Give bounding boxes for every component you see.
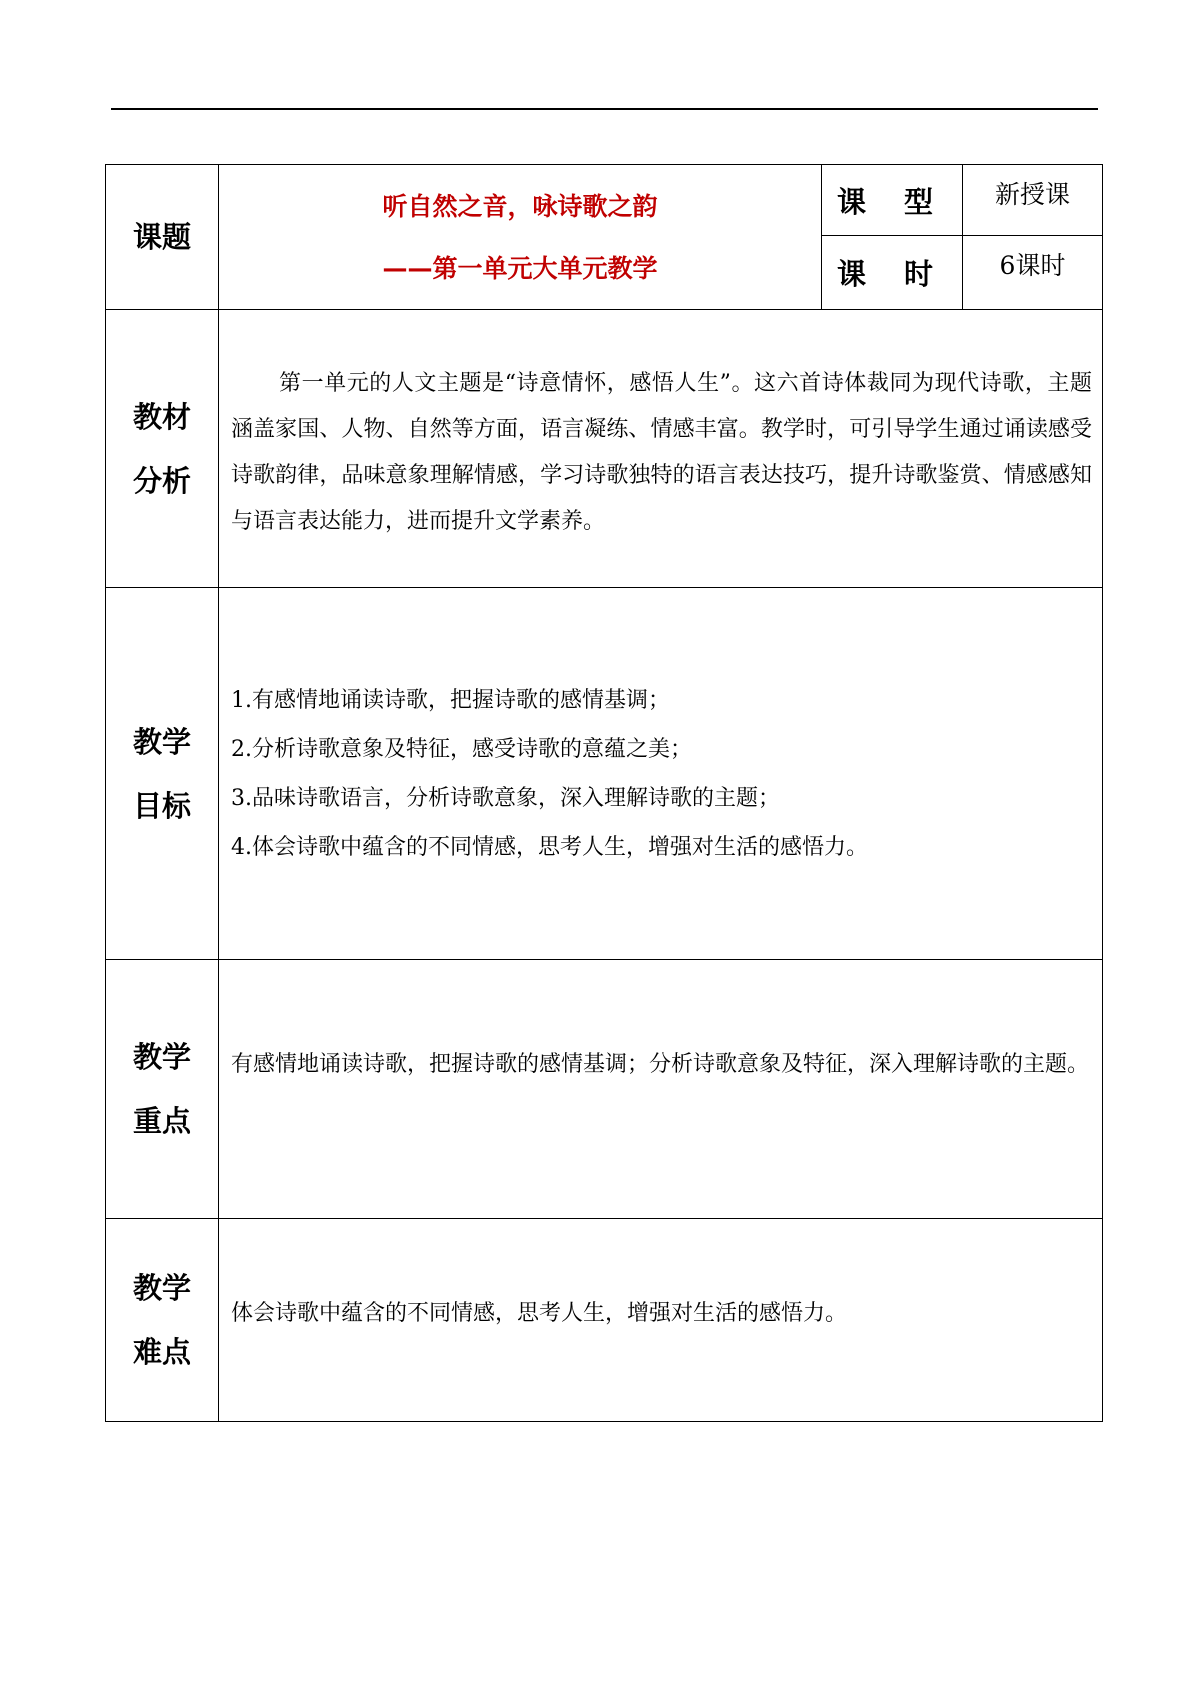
lesson-type-value-cell [963,165,1103,236]
difficulties-label-line1: 教学 [132,1271,191,1305]
difficulties-row [106,1219,1103,1422]
analysis-text: 第一单元的人文主题是“诗意情怀，感悟人生”。这六首诗体裁同为现代诗歌，主题涵盖家国、人物、自然等方面，语言凝练、情感丰富。教学时，可引导学生通过诵读感受诗歌韵律，品味意象理解情感，学习诗歌独特的语言表达技巧，提升诗歌鉴赏、情感感知与语言表达能力，进而提升文学素养。 [231,371,1092,534]
goals-label-line2: 目标 [132,788,191,823]
analysis-content-cell [219,310,1103,588]
lesson-title-cell [219,165,822,310]
goals-label-line1: 教学 [132,724,191,759]
goal-item: 3.品味诗歌语言，分析诗歌意象，深入理解诗歌的主题； [231,785,780,811]
goal-item: 4.体会诗歌中蕴含的不同情感，思考人生，增强对生活的感悟力。 [231,834,868,860]
lesson-type-value: 新授课 [994,180,1070,209]
key-points-row [106,960,1103,1219]
goals-content-cell [219,588,1103,960]
goal-item: 2.分析诗歌意象及特征，感受诗歌的意蕴之美； [231,736,692,762]
analysis-label-line2: 分析 [132,463,191,498]
key-points-label-cell [106,960,219,1219]
lesson-hours-value-cell [963,236,1103,310]
lesson-title: 听自然之音，咏诗歌之韵 [382,192,658,221]
lesson-hours-label: 课 时 [822,236,963,310]
header-rule [111,108,1098,110]
difficulties-label-line2: 难点 [132,1335,191,1369]
topic-label-cell [106,165,219,310]
difficulties-label-cell [106,1219,219,1422]
difficulties-text: 体会诗歌中蕴含的不同情感，思考人生，增强对生活的感悟力。 [231,1301,848,1326]
difficulties-content-cell [219,1219,1103,1422]
lesson-plan-table [105,164,1103,1422]
topic-row-top [106,165,1103,236]
lesson-hours-value: 6课时 [999,251,1066,280]
goals-label-cell [106,588,219,960]
lesson-type-label: 课 型 [822,165,963,236]
key-points-content-cell [219,960,1103,1219]
key-points-text: 有感情地诵读诗歌，把握诗歌的感情基调；分析诗歌意象及特征，深入理解诗歌的主题。 [231,1052,1090,1077]
goal-item: 1.有感情地诵读诗歌，把握诗歌的感情基调； [231,687,670,713]
goals-row [106,588,1103,960]
key-points-label-line1: 教学 [132,1040,191,1074]
topic-label: 课题 [132,220,191,254]
analysis-label-cell [106,310,219,588]
analysis-label-line1: 教材 [132,399,191,434]
key-points-label-line2: 重点 [132,1104,191,1138]
analysis-row [106,310,1103,588]
lesson-subtitle: ——第一单元大单元教学 [382,254,658,283]
